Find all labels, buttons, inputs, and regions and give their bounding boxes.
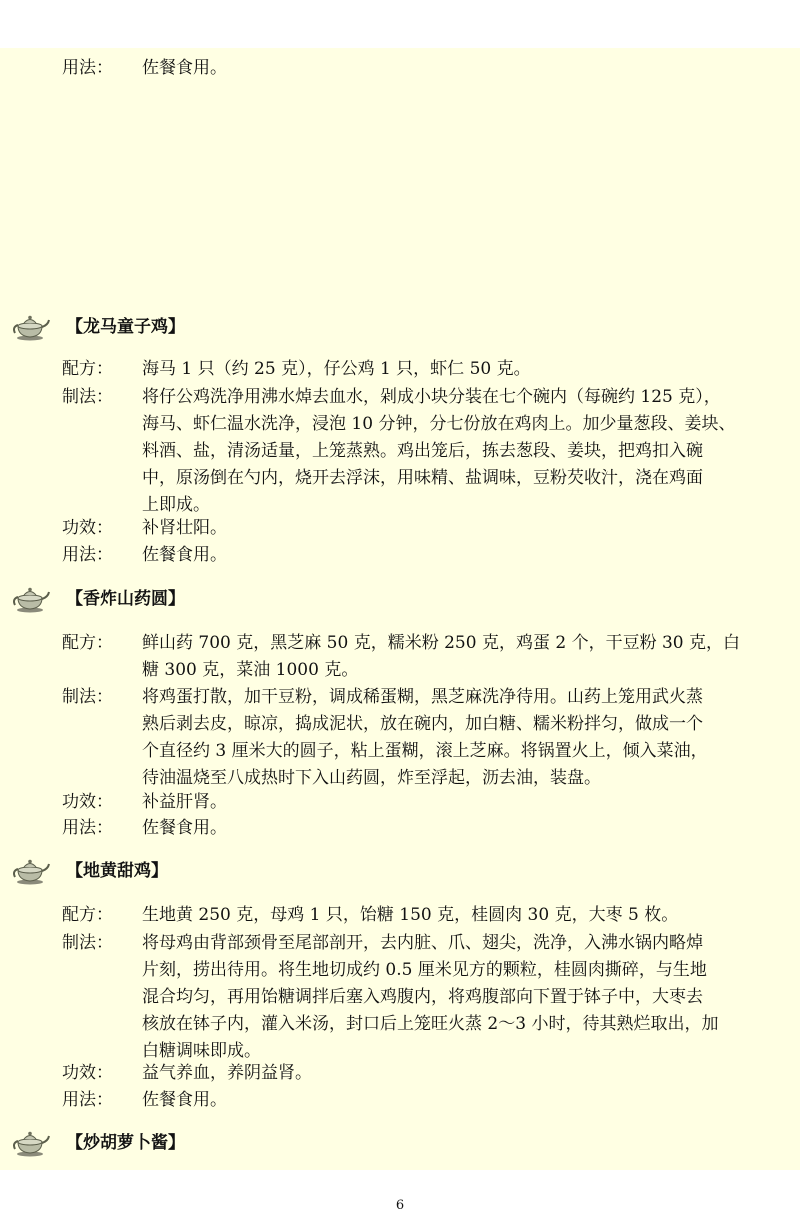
teapot-icon: [10, 856, 50, 886]
teapot-icon: [10, 312, 50, 342]
gongxiao-text: 补肾壮阳。: [142, 518, 227, 538]
zhifa-line: 个直径约 3 厘米大的圆子，粘上蛋糊，滚上芝麻。将锅置火上，倾入菜油，: [142, 741, 708, 761]
recipe-title: 【龙马童子鸡】: [66, 317, 185, 337]
zhifa-line: 中，原汤倒在勺内，烧开去浮沫，用味精、盐调味，豆粉芡收汁，浇在鸡面: [142, 468, 703, 488]
yongfa-text: 佐餐食用。: [142, 545, 227, 565]
zhifa-line: 将鸡蛋打散，加干豆粉，调成稀蛋糊，黑芝麻洗净待用。山药上笼用武火蒸: [142, 687, 703, 707]
yongfa-label: 用法：: [62, 1090, 113, 1110]
zhifa-line: 混合均匀，再用饴糖调拌后塞入鸡腹内，将鸡腹部向下置于钵子中，大枣去: [142, 987, 703, 1007]
zhifa-line: 熟后剥去皮，晾凉，捣成泥状，放在碗内，加白糖、糯米粉拌匀，做成一个: [142, 714, 703, 734]
peifang-label: 配方：: [62, 633, 113, 653]
zhifa-line: 将母鸡由背部颈骨至尾部剖开，去内脏、爪、翅尖，洗净，入沸水锅内略焯: [142, 933, 703, 953]
zhifa-line: 海马、虾仁温水洗净，浸泡 10 分钟，分七份放在鸡肉上。加少量葱段、姜块、: [142, 414, 736, 434]
gongxiao-label: 功效：: [62, 1063, 113, 1083]
zhifa-line: 核放在钵子内，灌入米汤，封口后上笼旺火蒸 2～3 小时，待其熟烂取出，加: [142, 1014, 719, 1034]
page-number: 6: [395, 1198, 405, 1213]
zhifa-label: 制法：: [62, 387, 113, 407]
zhifa-line: 片刻，捞出待用。将生地切成约 0.5 厘米见方的颗粒，桂圆肉撕碎，与生地: [142, 960, 707, 980]
zhifa-line: 将仔公鸡洗净用沸水焯去血水，剁成小块分装在七个碗内（每碗约 125 克），: [142, 387, 721, 407]
zhifa-line: 白糖调味即成。: [142, 1041, 261, 1061]
peifang-line: 生地黄 250 克，母鸡 1 只，饴糖 150 克，桂圆肉 30 克，大枣 5 枚。: [142, 905, 679, 925]
peifang-line: 糖 300 克，菜油 1000 克。: [142, 660, 359, 680]
recipe-title: 【地黄甜鸡】: [66, 861, 168, 881]
yongfa-text: 佐餐食用。: [142, 818, 227, 838]
yongfa-label: 用法：: [62, 545, 113, 565]
zhifa-label: 制法：: [62, 933, 113, 953]
teapot-icon: [10, 1128, 50, 1158]
zhifa-line: 料酒、盐，清汤适量，上笼蒸熟。鸡出笼后，拣去葱段、姜块，把鸡扣入碗: [142, 441, 703, 461]
gongxiao-text: 补益肝肾。: [142, 792, 227, 812]
recipe-title: 【炒胡萝卜酱】: [66, 1133, 185, 1153]
usage-text: 佐餐食用。: [142, 58, 227, 78]
teapot-icon: [10, 584, 50, 614]
gongxiao-label: 功效：: [62, 792, 113, 812]
peifang-label: 配方：: [62, 359, 113, 379]
peifang-line: 鲜山药 700 克，黑芝麻 50 克，糯米粉 250 克，鸡蛋 2 个，干豆粉 30 克，白: [142, 633, 741, 653]
usage-label: 用法：: [62, 58, 113, 78]
gongxiao-label: 功效：: [62, 518, 113, 538]
peifang-line: 海马 1 只（约 25 克），仔公鸡 1 只，虾仁 50 克。: [142, 359, 531, 379]
recipe-title: 【香炸山药圆】: [66, 589, 185, 609]
yongfa-label: 用法：: [62, 818, 113, 838]
yongfa-text: 佐餐食用。: [142, 1090, 227, 1110]
gongxiao-text: 益气养血，养阴益肾。: [142, 1063, 312, 1083]
zhifa-line: 上即成。: [142, 495, 210, 515]
zhifa-line: 待油温烧至八成热时下入山药圆，炸至浮起，沥去油，装盘。: [142, 768, 601, 788]
peifang-label: 配方：: [62, 905, 113, 925]
zhifa-label: 制法：: [62, 687, 113, 707]
